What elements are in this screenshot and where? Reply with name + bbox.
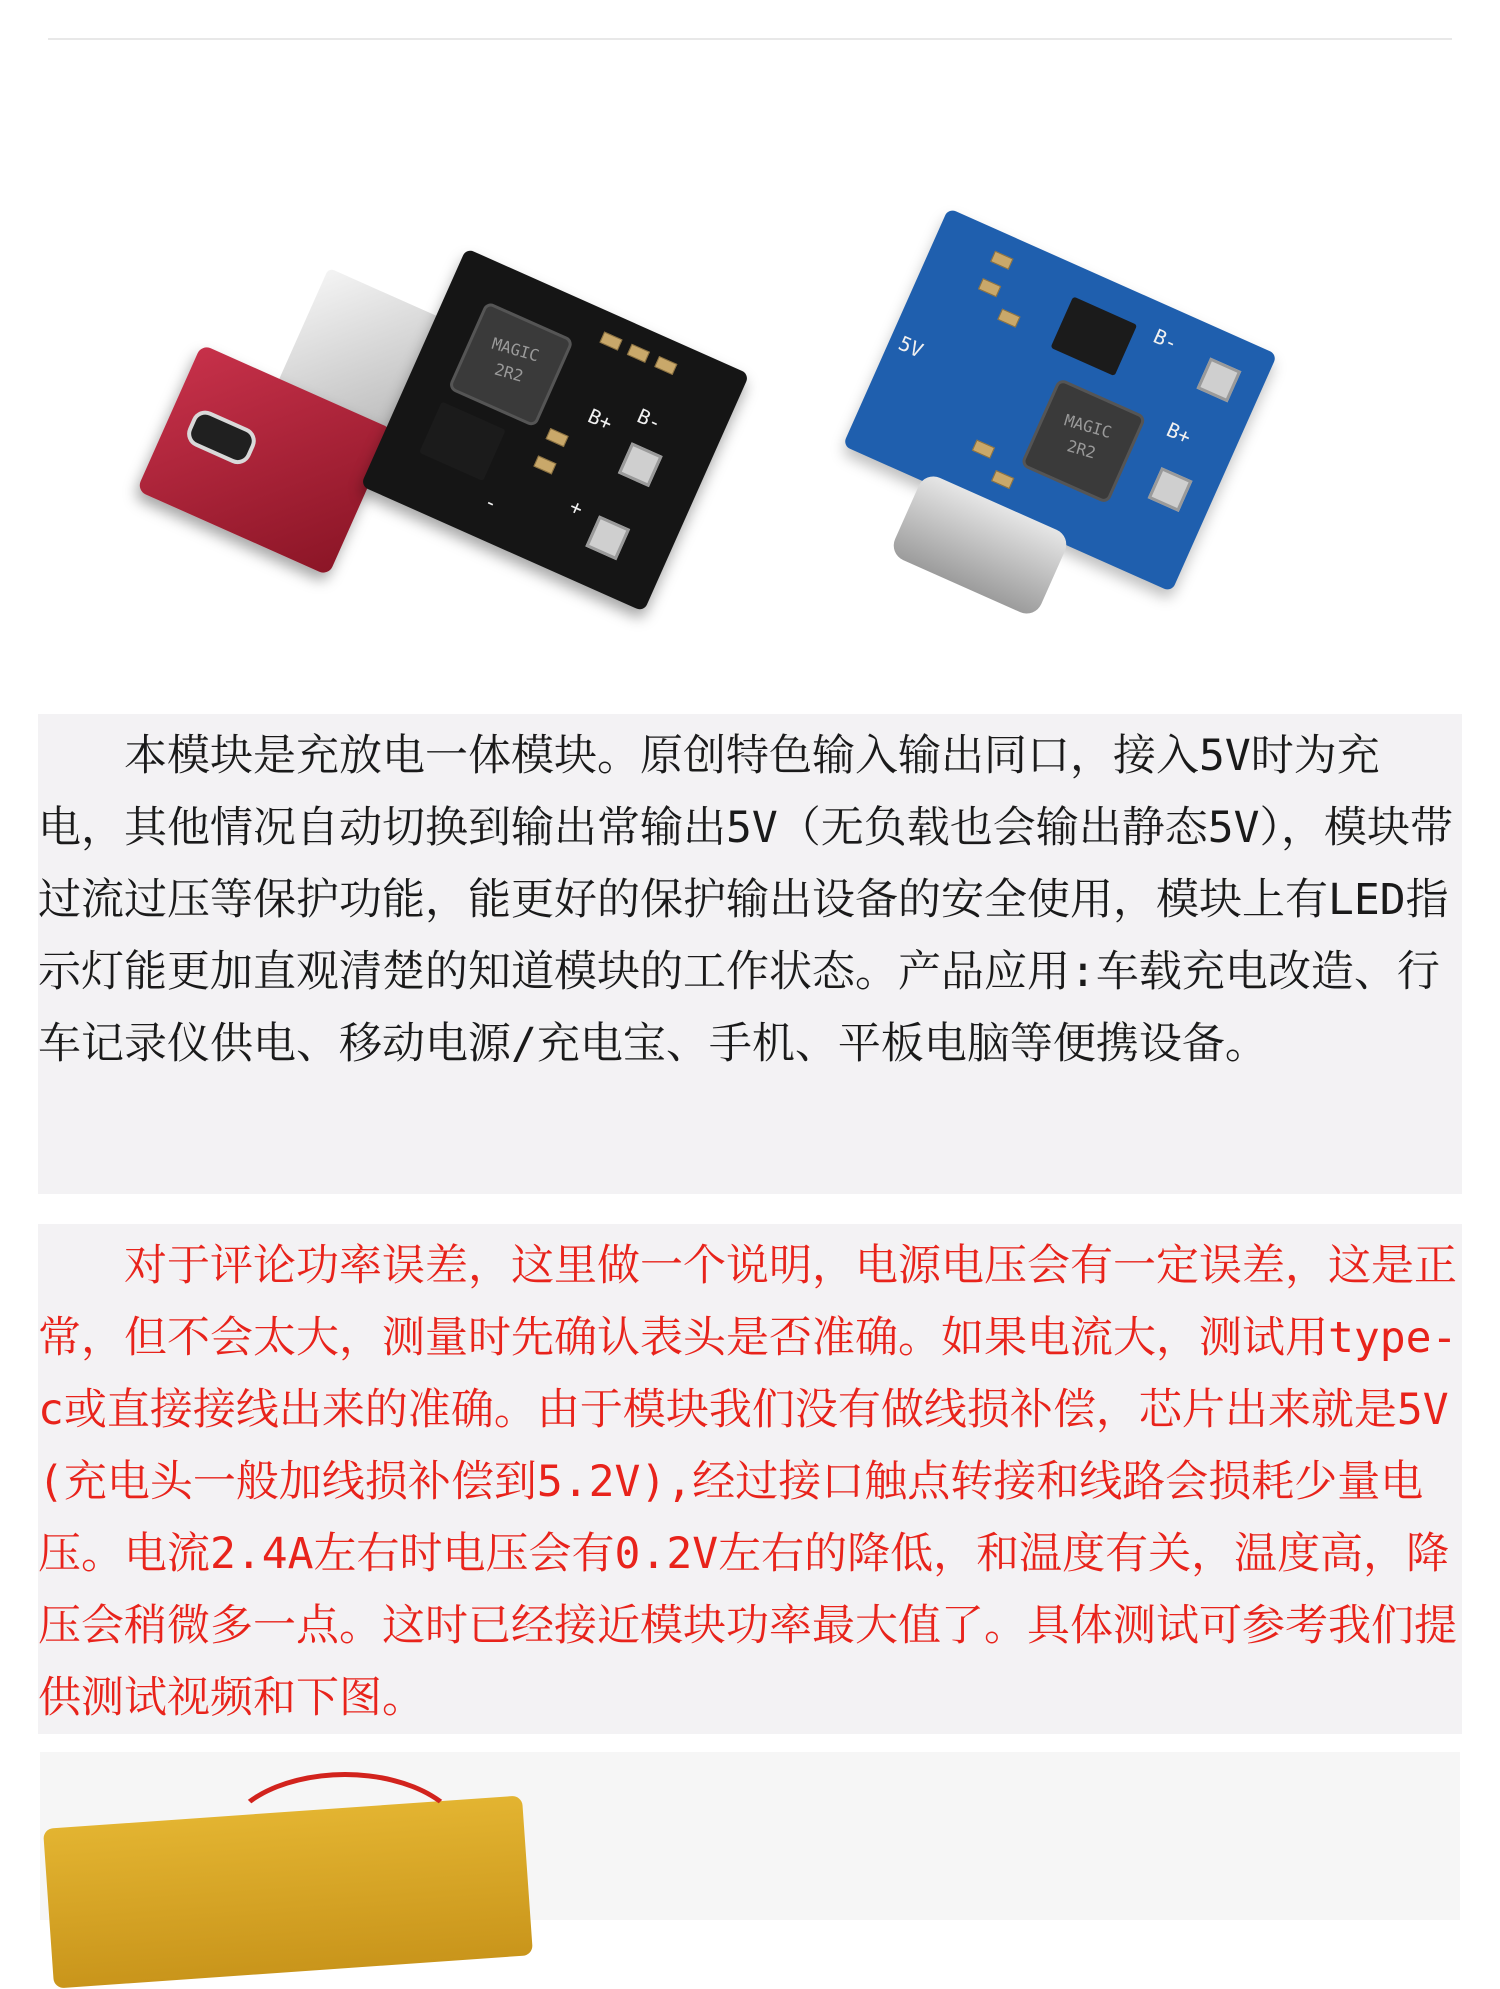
battery-photo — [40, 1752, 1460, 1920]
red-wire — [220, 1772, 470, 1922]
ic-chip — [1050, 296, 1137, 376]
silkscreen-bminus: B- — [1149, 323, 1182, 356]
solder-pad — [1196, 357, 1241, 402]
silkscreen-bplus: B+ — [1162, 417, 1195, 450]
solder-pad — [585, 515, 630, 560]
led-smd — [599, 332, 622, 351]
solder-pad — [1148, 467, 1193, 512]
solder-pad — [618, 442, 663, 487]
resistor-smd — [972, 440, 995, 459]
product-photo — [40, 120, 1460, 700]
silkscreen-minus: - — [480, 488, 502, 516]
typec-port-opening — [183, 406, 261, 468]
led-smd — [654, 356, 677, 375]
description-text: 本模块是充放电一体模块。原创特色输入输出同口，接入5V时为充电，其他情况自动切换到输出常输出5V（无负载也会输出静态5V），模块带过流过压等保护功能，能更好的保护输出设备的安全使用，模块上有LED指示灯能更加直观清楚的知道模块的工作状态。产品应用:车载充电改造、行车记录仪供电、移动电源/充电宝、手机、平板电脑等便携设备。 — [38, 731, 1454, 1069]
capacitor-smd — [997, 309, 1020, 328]
inductor-component — [1020, 378, 1147, 505]
resistor-smd — [991, 470, 1014, 489]
silkscreen-plus: + — [566, 493, 587, 521]
inductor-marking-line2: 2R2 — [492, 359, 526, 386]
capacitor-smd — [978, 278, 1001, 297]
top-divider — [48, 38, 1452, 40]
product-description — [38, 714, 1462, 1194]
capacitor-smd — [533, 455, 556, 474]
inductor-marking-line2: 2R2 — [1064, 436, 1098, 463]
inductor-marking-line1: MAGIC — [1062, 410, 1114, 443]
led-smd — [627, 344, 650, 363]
note-text: 对于评论功率误差，这里做一个说明，电源电压会有一定误差，这是正常，但不会太大，测量时先确认表头是否准确。如果电流大，测试用type-c或直接接线出来的准确。由于模块我们没有做线损补偿，芯片出来就是5V(充电头一般加线损补偿到5.2V),经过接口触点转接和线路会损耗少量电压。电流2.4A左右时电压会有0.2V左右的降低，和温度有关，温度高，降压会稍微多一点。这时已经接近模块功率最大值了。具体测试可参考我们提供测试视频和下图。 — [38, 1241, 1458, 1723]
silkscreen-bminus: B- — [633, 403, 666, 436]
black-pcb-module — [361, 248, 750, 612]
inductor-marking-line1: MAGIC — [489, 333, 542, 366]
silkscreen-bplus: B+ — [584, 403, 617, 436]
inductor-component — [448, 301, 575, 428]
capacitor-smd — [990, 251, 1013, 270]
silkscreen-5v: 5V — [894, 330, 927, 363]
capacitor-smd — [546, 428, 569, 447]
ic-chip — [419, 401, 506, 481]
voltage-error-note — [38, 1224, 1462, 1734]
